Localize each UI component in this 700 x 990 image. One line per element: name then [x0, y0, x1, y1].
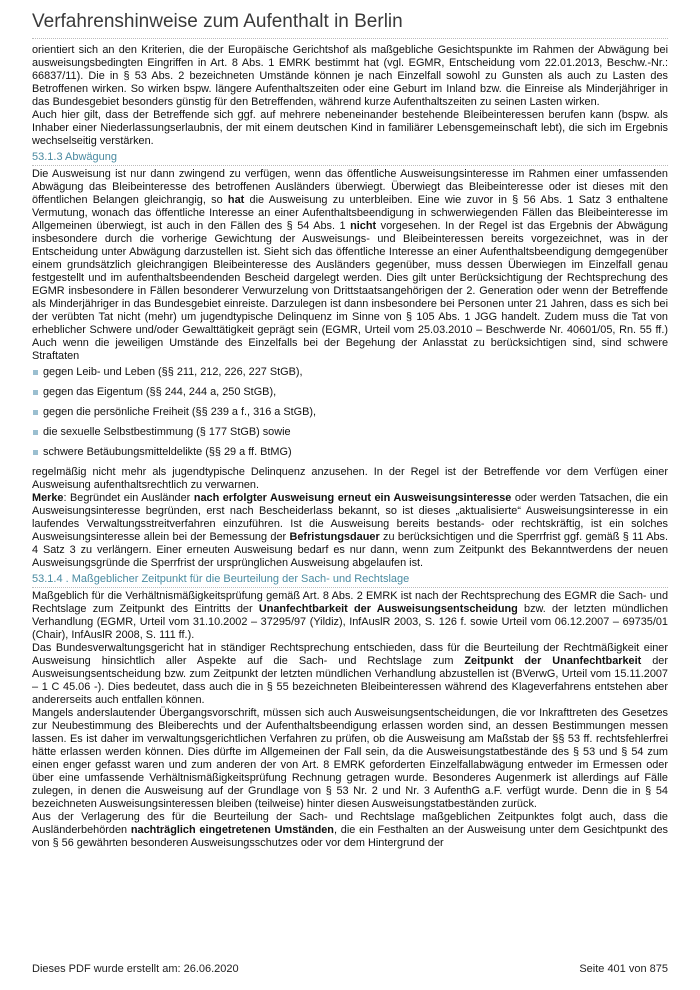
bullet-icon: [33, 410, 38, 415]
page-number: Seite 401 von 875: [579, 963, 668, 975]
section-paragraph: regelmäßig nicht mehr als jugendtypische Delinquenz anzusehen. In der Regel ist der Betreffende vor dem Verfügen einer Ausweisung aufenthaltsrechtlich zu verwarnen.: [32, 466, 668, 491]
created-date: Dieses PDF wurde erstellt am: 26.06.2020: [32, 963, 239, 975]
section-paragraph: Das Bundesverwaltungsgericht hat in ständiger Rechtsprechung entschieden, dass für die Beurteilung der Rechtmäßigkeit einer Ausweisung hinsichtlich aller Aspekte auf die Sach- und Rechtslage zum Zeitpunkt der Unanfechtbarkeit der Ausweisungsentscheidung bzw. zum Zeitpunkt der letzten mündlichen Verhandlung abzustellen ist (BVerwG, Urteil vom 15.11.2007 – 1 C 45.06 -). Dies bedeutet, dass auch die in § 55 bezeichneten Bleibeinteressen während des Klageverfahrens entstehen aber andererseits auch entfallen können.: [32, 642, 668, 706]
page-footer: [32, 963, 668, 975]
document-page: [32, 0, 668, 990]
list-item: schwere Betäubungsmitteldelikte (§§ 29 a ff. BtMG): [32, 446, 668, 459]
header-divider: [32, 38, 668, 39]
merke-paragraph: Merke: Begründet ein Ausländer nach erfolgter Ausweisung erneut ein Ausweisungsinteresse oder werden Tatsachen, die ein Ausweisungsinteresse begründen, erst nach Bescheiderlass bekannt, so ist dieses „aktualisierte“ Ausweisungsinteresse in ein laufendes Verwaltungsstreitverfahren einzuführen. Ist die Ausweisung bereits bestands- oder rechtskräftig, ist ein solches Ausweisungsinteresse allein bei der Bemessung der Befristungsdauer zu berücksichtigen und die Sperrfrist ggf. gemäß § 11 Abs. 4 Satz 3 zu verlängern. Einer erneuten Ausweisung bedarf es nur dann, wenn zum Zeitpunkt des Bekanntwerdens der neuen Ausweisungsgründe die Sperrfrist der ursprünglichen Ausweisung abgelaufen ist.: [32, 492, 669, 569]
bullet-icon: [33, 430, 38, 435]
list-item: gegen das Eigentum (§§ 244, 244 a, 250 StGB),: [32, 386, 668, 399]
section-paragraph: Die Ausweisung ist nur dann zwingend zu verfügen, wenn das öffentliche Ausweisungsinteresse im Rahmen einer umfassenden Abwägung das Bleibeinteresse des betroffenen Ausländers überwiegt. Überwiegt das Bleibeinteresse oder ist dieses mit den öffentlichen Belangen gleichrangig, so hat die Ausweisung zu unterbleiben. Eine wie zuvor in § 56 Abs. 1 Satz 3 enthaltene Vermutung, wonach das öffentliche Interesse an einer Aufenthaltsbeendigung in schwerwiegenden Fällen das Bleibeinteresse im Allgemeinen überwiegt, ist auch in den Fällen des § 54 Abs. 1 nicht vorgesehen. In der Regel ist das Ergebnis der Abwägung insbesondere durch die vorherige Gewichtung der Ausweisungs- und Bleibeinteressen bereits vorgezeichnet, was in der Entscheidung unter Abwägung darzustellen ist. Sieht sich das öffentliche Interesse an einer Aufenthaltsbeendigung demgegenüber einem grundsätzlich gleichrangigen Bleibeinteresse des Ausländers gegenüber, muss dessen Überwiegen im Einzelfall genau festgestellt und im aufenthaltsbeendenden Bescheid dargelegt werden. Dies gilt unter Berücksichtigung der Rechtsprechung des EGMR insbesondere in Fällen besonderer Verwurzelung von Drittstaatsangehörigen der 2. Generation oder wenn der Betreffende als Minderjähriger in das Bundesgebiet einreiste. Darzulegen ist dann insbesondere bei Personen unter 21 Jahren, dass es sich bei der verübten Tat nicht (mehr) um jugendtypische Delinquenz im Sinne von § 105 Abs. 1 JGG handelt. Zudem muss die Tat von erheblicher Schwere und/oder Gewalttätigkeit geprägt sein (EGMR, Urteil vom 25.03.2010 – Beschwerde Nr. 40601/05, Rn. 55 ff.) Auch wenn die jeweiligen Umstände des Einzelfalls bei der Begehung der Anlasstat zu berücksichtigen sind, sind schwere Straftaten: [32, 168, 668, 362]
document-body: [32, 44, 668, 850]
bullet-icon: [33, 450, 38, 455]
section-heading-53-1-3: 53.1.3 Abwägung: [32, 151, 668, 166]
section-heading-53-1-4: 53.1.4 . Maßgeblicher Zeitpunkt für die Beurteilung der Sach- und Rechtslage: [32, 573, 668, 588]
bullet-icon: [33, 370, 38, 375]
intro-paragraph: Auch hier gilt, dass der Betreffende sich ggf. auf mehrere nebeneinander bestehende Bleibeinteressen berufen kann (bspw. als Inhaber einer Niederlassungserlaubnis, der mit einem deutschen Kind in familiärer Lebensgemeinschaft lebt), die sich im Ergebnis wechselseitig verstärken.: [32, 109, 668, 147]
list-item: gegen die persönliche Freiheit (§§ 239 a f., 316 a StGB),: [32, 406, 668, 419]
offense-list: [32, 366, 668, 459]
section-paragraph: Mangels anderslautender Übergangsvorschrift, müssen sich auch Ausweisungsentscheidungen, die vor Inkrafttreten des Gesetzes zur Neubestimmung des Bleiberechts und der Aufenthaltsbeendigung erlassen worden sind, an dessen Bestimmungen messen lassen. Es ist daher im verwaltungsgerichtlichen Verfahren zu prüfen, ob die Ausweisung am Maßstab der §§ 53 ff. rechtsfehlerfrei hätte erlassen werden können. Dies dürfte im Allgemeinen der Fall sein, da die Ausweisungstatbestände des § 53 und § 54 zum einen enger gefasst waren und zum anderen der von Art. 8 EMRK geforderten Einzelfallabwägung entweder im Ermessen oder über eine umfassende Verhältnismäßigkeitsprüfung Rechnung getragen wurde. Besonderes Augenmerk ist allerdings auf Fälle zulegen, in denen die Ausweisung auf der Grundlage von § 53 Nr. 2 und Nr. 3 AufenthG a.F. verfügt wurde. Denn die in § 54 bezeichneten Ausweisungsinteressen bleiben (teilweise) hinter diesen Ausweisungstatbeständen zurück.: [32, 707, 668, 810]
list-item: die sexuelle Selbstbestimmung (§ 177 StGB) sowie: [32, 426, 668, 439]
section-paragraph: Maßgeblich für die Verhältnismäßigkeitsprüfung gemäß Art. 8 Abs. 2 EMRK ist nach der Rechtsprechung des EGMR die Sach- und Rechtslage zum Zeitpunkt des Eintritts der Unanfechtbarkeit der Ausweisungsentscheidung bzw. der letzten mündlichen Verhandlung (EGMR, Urteil vom 31.10.2002 – 37295/97 (Yildiz), InfAuslR 2003, S. 126 f. sowie Urteil vom 06.12.2007 – 69735/01 (Chair), InfAuslR 2008, S. 111 ff.).: [32, 590, 668, 641]
bullet-icon: [33, 390, 38, 395]
page-title: Verfahrenshinweise zum Aufenthalt in Berlin: [32, 11, 403, 32]
intro-paragraph: orientiert sich an den Kriterien, die der Europäische Gerichtshof als maßgebliche Gesichtspunkte im Rahmen der Abwägung bei ausweisungsbedingten Eingriffen in Art. 8 Abs. 1 EMRK bestimmt hat (vgl. EGMR, Entscheidung vom 22.01.2013, Beschw.-Nr.: 66837/11). Die in § 53 Abs. 2 bezeichneten Umstände können je nach Einzelfall sowohl zu Gunsten als auch zu Lasten des Betroffenen wirken. So wirken bspw. längere Aufenthaltszeiten oder eine Geburt im Inland bzw. die Einreise als Minderjähriger in das Bundesgebiet besonders günstig für den Betreffenden, während kurze Aufenthaltszeiten zu seinen Lasten wirken.: [32, 44, 668, 108]
list-item: gegen Leib- und Leben (§§ 211, 212, 226, 227 StGB),: [32, 366, 668, 379]
section-paragraph: Aus der Verlagerung des für die Beurteilung der Sach- und Rechtslage maßgeblichen Zeitpunktes folgt auch, dass die Ausländerbehörden nachträglich eingetretenen Umständen, die ein Festhalten an der Ausweisung unter dem Gesichtpunkt des von § 56 gewährten besonderen Ausweisungsschutzes oder vor dem Hintergrund der: [32, 811, 669, 849]
